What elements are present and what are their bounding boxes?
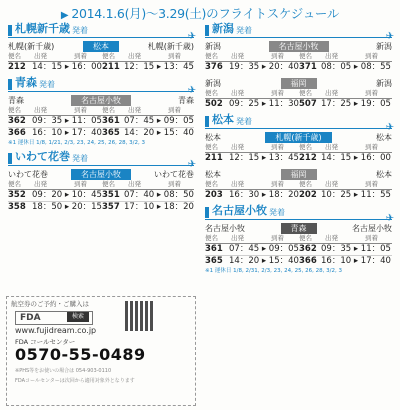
suspension-note: ※1 運休日 1/8, 1/21, 2/3, 23, 24, 25, 26, 28, 3/2, 3 [8, 140, 145, 146]
schedule-section [8, 22, 194, 73]
flight-number: 357 [102, 202, 120, 212]
flight-number: 362 [8, 116, 26, 126]
flight-times: 07：45 ▸ 09：05 [124, 116, 194, 126]
column-header: 到着 [271, 89, 284, 97]
flight-times: 19：35 ▸ 20：40 [229, 62, 299, 72]
flight-number: 351 [102, 190, 120, 200]
info-label: 航空券のご予約・ご購入は [11, 300, 89, 308]
route-destination: 松本 [376, 132, 392, 142]
column-header: 到着 [74, 106, 87, 114]
section-name: 松本 [212, 113, 234, 126]
header-line [205, 128, 392, 129]
section-header [8, 150, 196, 170]
flight-number: 366 [8, 128, 26, 138]
plane-icon: ✈ [187, 85, 196, 96]
section-name: 名古屋小牧 [212, 204, 267, 217]
schedule-section [205, 22, 392, 73]
call-center-label: FDA コールセンター [15, 338, 76, 346]
column-header: 出発 [128, 180, 141, 188]
header-bar [205, 116, 209, 127]
column-header: 到着 [271, 52, 284, 60]
schedule-section [205, 113, 392, 164]
column-header: 到着 [168, 180, 181, 188]
qr-code-icon [125, 301, 155, 331]
column-header: 便名 [102, 180, 115, 188]
column-header: 便名 [205, 180, 218, 188]
column-header: 便名 [299, 143, 312, 151]
column-header: 便名 [8, 52, 21, 60]
route-hub: 名古屋小牧 [71, 169, 131, 180]
column-header: 出発 [325, 180, 338, 188]
header-line [205, 219, 392, 220]
section-dep-label: 発着 [236, 26, 252, 35]
column-header: 便名 [299, 89, 312, 97]
route-hub: 青森 [281, 223, 317, 234]
flight-number: 362 [299, 244, 317, 254]
route-bar [205, 40, 392, 52]
column-header: 出発 [128, 52, 141, 60]
route-destination: 新潟 [376, 78, 392, 88]
info-box [6, 296, 196, 406]
column-header-row [205, 234, 392, 243]
column-header: 到着 [271, 234, 284, 242]
flight-row [8, 115, 194, 127]
column-header: 便名 [102, 52, 115, 60]
route-origin: いわて花巻 [8, 169, 48, 179]
flight-times: 17：25 ▸ 19：05 [321, 99, 391, 109]
route-origin: 名古屋小牧 [205, 223, 245, 233]
suspension-note: ※1 運休日 1/8, 2/31, 2/3, 23, 24, 25, 26, 28, 3/2, 3 [205, 268, 342, 274]
column-header: 到着 [365, 180, 378, 188]
search-button[interactable]: 検索 [67, 312, 89, 322]
column-header: 出発 [325, 143, 338, 151]
flight-times: 14：15 ▸ 16：00 [321, 153, 391, 163]
flight-row [205, 152, 392, 164]
flight-times: 09：20 ▸ 10：45 [32, 190, 102, 200]
column-header: 出発 [128, 106, 141, 114]
route-destination: 札幌(新千歳) [147, 41, 194, 51]
header-bar [205, 207, 209, 218]
route-destination: 青森 [178, 95, 194, 105]
section-name: 新潟 [212, 22, 234, 35]
flight-number: 212 [8, 62, 26, 72]
flight-number: 365 [102, 128, 120, 138]
flight-times: 14：20 ▸ 15：40 [124, 128, 194, 138]
column-header: 便名 [102, 106, 115, 114]
plane-icon: ✈ [385, 122, 394, 133]
column-header: 便名 [205, 234, 218, 242]
column-header: 出発 [34, 180, 47, 188]
schedule-section [205, 77, 392, 110]
column-header: 到着 [271, 143, 284, 151]
section-dep-label: 発着 [72, 26, 88, 35]
header-line [8, 165, 194, 166]
flight-number: 203 [205, 190, 223, 200]
route-origin: 新潟 [205, 41, 221, 51]
column-header: 便名 [299, 180, 312, 188]
section-dep-label: 発着 [269, 208, 285, 217]
section-header [8, 22, 196, 42]
column-header-row [205, 180, 392, 189]
column-header-row [205, 143, 392, 152]
column-header: 出発 [231, 52, 244, 60]
flight-row [205, 255, 392, 267]
flight-times: 14：15 ▸ 16：00 [32, 62, 102, 72]
left-column [8, 22, 194, 216]
website-url[interactable]: www.fujidream.co.jp [15, 326, 97, 335]
flight-times: 10：25 ▸ 11：55 [321, 190, 391, 200]
route-origin: 札幌(新千歳) [8, 41, 55, 51]
column-header: 便名 [8, 106, 21, 114]
section-header [205, 204, 394, 224]
route-hub: 名古屋小牧 [269, 41, 329, 52]
header-line [8, 91, 194, 92]
schedule-section [8, 76, 194, 147]
route-hub: 松本 [83, 41, 119, 52]
header-bar [8, 153, 12, 164]
section-dep-label: 発着 [236, 117, 252, 126]
flight-row [205, 98, 392, 110]
column-header: 便名 [8, 180, 21, 188]
column-header-row [205, 89, 392, 98]
route-destination: いわて花巻 [154, 169, 194, 179]
route-origin: 松本 [205, 169, 221, 179]
section-name: 青森 [15, 76, 37, 89]
column-header: 出発 [231, 143, 244, 151]
flight-row [205, 61, 392, 73]
flight-number: 358 [8, 202, 26, 212]
route-destination: 新潟 [376, 41, 392, 51]
flight-times: 07：40 ▸ 08：50 [124, 190, 194, 200]
flight-row [8, 127, 194, 139]
route-hub: 福岡 [281, 78, 317, 89]
route-hub: 名古屋小牧 [71, 95, 131, 106]
section-header [205, 22, 394, 42]
route-bar [205, 168, 392, 180]
column-header: 出発 [231, 234, 244, 242]
route-bar [8, 168, 194, 180]
route-origin: 松本 [205, 132, 221, 142]
route-destination: 名古屋小牧 [352, 223, 392, 233]
header-bar [8, 25, 12, 36]
section-header [205, 113, 394, 133]
column-header: 出発 [231, 180, 244, 188]
header-line [8, 37, 194, 38]
schedule-section [205, 204, 392, 275]
section-dep-label: 発着 [39, 80, 55, 89]
flight-row [8, 201, 194, 213]
schedule-section [205, 168, 392, 201]
flight-number: 376 [205, 62, 223, 72]
call-center-note: FDAコールセンターは次回から適用対象外となります [15, 378, 135, 384]
column-header: 到着 [271, 180, 284, 188]
flight-times: 07：45 ▸ 09：05 [229, 244, 299, 254]
arrow-icon: ▶ [60, 10, 69, 21]
plane-icon: ✈ [187, 159, 196, 170]
column-header: 出発 [34, 52, 47, 60]
flight-times: 12：15 ▸ 13：45 [124, 62, 194, 72]
route-bar [205, 77, 392, 89]
flight-times: 16：10 ▸ 17：40 [32, 128, 102, 138]
flight-times: 18：50 ▸ 20：15 [32, 202, 102, 212]
column-header-row [8, 52, 194, 61]
flight-number: 507 [299, 99, 317, 109]
phone-number[interactable]: 0570-55-0489 [15, 345, 146, 364]
column-header: 到着 [168, 52, 181, 60]
column-header: 到着 [74, 180, 87, 188]
route-bar [8, 94, 194, 106]
schedule-section [8, 150, 194, 213]
flight-number: 352 [8, 190, 26, 200]
flight-times: 16：30 ▸ 18：20 [229, 190, 299, 200]
flight-times: 09：35 ▸ 11：05 [32, 116, 102, 126]
plane-icon: ✈ [385, 31, 394, 42]
column-header: 便名 [299, 52, 312, 60]
header-bar [205, 25, 209, 36]
column-header: 出発 [34, 106, 47, 114]
phs-note: ※PHS等をお使いの場合は 054-903-0110 [15, 368, 112, 374]
route-hub: 札幌(新千歳) [265, 132, 331, 143]
column-header: 便名 [205, 89, 218, 97]
column-header-row [8, 106, 194, 115]
column-header: 出発 [325, 89, 338, 97]
column-header: 到着 [365, 89, 378, 97]
column-header: 出発 [325, 234, 338, 242]
section-header [8, 76, 196, 96]
route-hub: 福岡 [281, 169, 317, 180]
column-header: 便名 [205, 52, 218, 60]
route-origin: 新潟 [205, 78, 221, 88]
title-text: 2014.1.6(月)～3.29(土)のフライトスケジュール [71, 6, 340, 21]
column-header-row [205, 52, 392, 61]
column-header: 出発 [231, 89, 244, 97]
column-header: 出発 [325, 52, 338, 60]
flight-row [8, 189, 194, 201]
header-line [205, 37, 392, 38]
flight-number: 202 [299, 190, 317, 200]
column-header-row [8, 180, 194, 189]
right-column [205, 22, 392, 278]
route-bar [8, 40, 194, 52]
flight-row [205, 243, 392, 255]
flight-times: 09：25 ▸ 11：30 [229, 99, 299, 109]
plane-icon: ✈ [187, 31, 196, 42]
column-header: 便名 [205, 143, 218, 151]
flight-number: 361 [102, 116, 120, 126]
column-header: 到着 [365, 234, 378, 242]
column-header: 到着 [74, 52, 87, 60]
header-bar [8, 79, 12, 90]
flight-times: 14：20 ▸ 15：40 [229, 256, 299, 266]
flight-number: 502 [205, 99, 223, 109]
column-header: 到着 [365, 143, 378, 151]
fda-brand: FDA [15, 311, 93, 325]
flight-number: 371 [299, 62, 317, 72]
route-bar [205, 222, 392, 234]
column-header: 到着 [168, 106, 181, 114]
flight-times: 17：10 ▸ 18：20 [124, 202, 194, 212]
column-header: 到着 [365, 52, 378, 60]
flight-times: 16：10 ▸ 17：40 [321, 256, 391, 266]
route-origin: 青森 [8, 95, 24, 105]
section-name: 札幌新千歳 [15, 22, 70, 35]
flight-number: 365 [205, 256, 223, 266]
route-bar [205, 131, 392, 143]
flight-number: 366 [299, 256, 317, 266]
flight-times: 12：15 ▸ 13：45 [229, 153, 299, 163]
flight-number: 212 [299, 153, 317, 163]
flight-number: 211 [205, 153, 223, 163]
flight-times: 09：35 ▸ 11：05 [321, 244, 391, 254]
section-dep-label: 発着 [72, 154, 88, 163]
flight-row [8, 61, 194, 73]
section-name: いわて花巻 [15, 150, 70, 163]
plane-icon: ✈ [385, 213, 394, 224]
flight-times: 08：05 ▸ 08：55 [321, 62, 391, 72]
flight-number: 211 [102, 62, 120, 72]
flight-row [205, 189, 392, 201]
flight-number: 361 [205, 244, 223, 254]
column-header: 便名 [299, 234, 312, 242]
route-destination: 松本 [376, 169, 392, 179]
